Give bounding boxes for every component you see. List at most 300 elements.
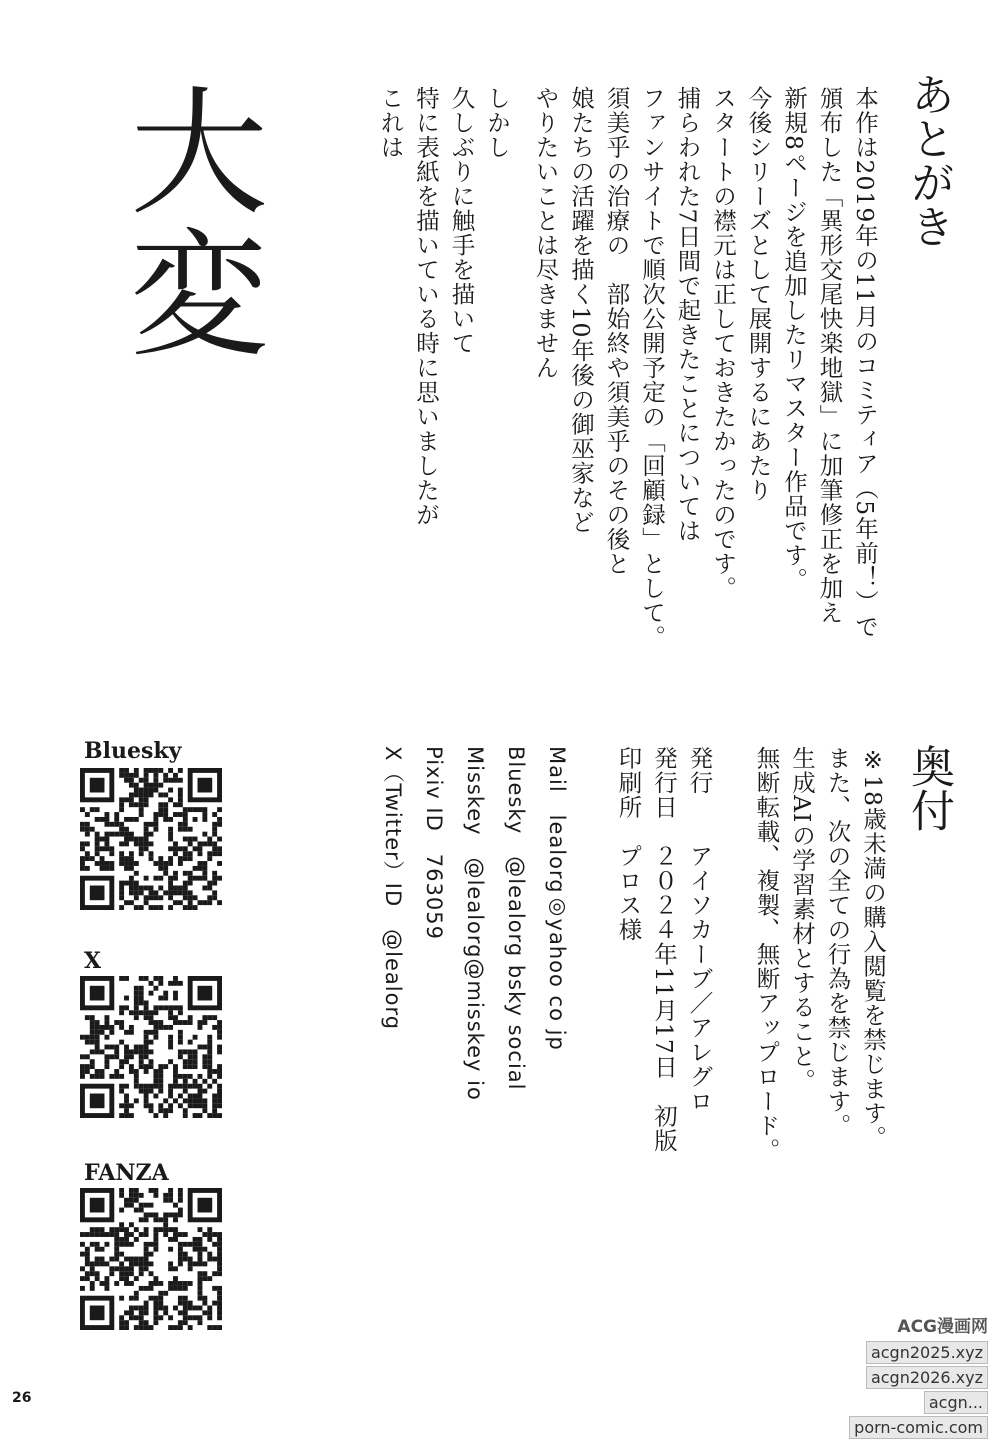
qr-module (153, 1074, 158, 1079)
dinosaur-icon (139, 1271, 144, 1276)
qr-module (124, 1237, 129, 1242)
dinosaur-icon (144, 1049, 149, 1054)
qr-module (139, 1286, 144, 1291)
qr-module (212, 871, 217, 876)
qr-module (104, 1015, 109, 1020)
qr-module (188, 881, 193, 886)
qr-module (109, 832, 114, 837)
qr-module (158, 768, 163, 773)
dinosaur-icon (144, 822, 149, 827)
qr-module (173, 851, 178, 856)
qr-module (188, 1084, 193, 1089)
qr-module (202, 866, 207, 871)
qr-module (198, 1242, 203, 1247)
qr-module (178, 827, 183, 832)
qr-module (129, 1030, 134, 1035)
qr-module (212, 1108, 217, 1113)
qr-module (183, 827, 188, 832)
qr-module (207, 1084, 212, 1089)
qr-module (129, 866, 134, 871)
qr-module (144, 1010, 149, 1015)
qr-module (207, 1064, 212, 1069)
qr-module (153, 976, 158, 981)
qr-module (207, 1310, 212, 1315)
qr-module (183, 1232, 188, 1237)
qr-module (178, 1310, 183, 1315)
qr-module (144, 802, 149, 807)
qr-module (95, 1049, 100, 1054)
qr-module (119, 1325, 124, 1330)
qr-module (198, 1281, 203, 1286)
qr-module (202, 1271, 207, 1276)
qr-module (90, 1074, 95, 1079)
qr-module (119, 1084, 124, 1089)
notice-line: 無断転載、複製、無断アップロード。 (752, 746, 781, 1163)
qr-module (134, 1074, 139, 1079)
qr-module (124, 1103, 129, 1108)
qr-module (100, 1074, 105, 1079)
qr-module (144, 1286, 149, 1291)
qr-module (104, 1054, 109, 1059)
qr-module (85, 866, 90, 871)
qr-module (193, 1094, 198, 1099)
qr-module (144, 1203, 149, 1208)
qr-module (124, 856, 129, 861)
qr-module (95, 837, 100, 842)
qr-module (163, 773, 168, 778)
qr-module (158, 812, 163, 817)
qr-module (198, 1315, 203, 1320)
qr-module (188, 1103, 193, 1108)
watermark-url[interactable]: acgn... (924, 1391, 988, 1414)
qr-module (188, 1054, 193, 1059)
qr-module (188, 851, 193, 856)
qr-module (80, 1074, 85, 1079)
qr-module (198, 866, 203, 871)
qr-module (119, 1020, 124, 1025)
qr-module (104, 837, 109, 842)
qr-module (198, 1257, 203, 1262)
qr-module (129, 1261, 134, 1266)
qr-module (95, 841, 100, 846)
dinosaur-icon (134, 1049, 139, 1054)
qr-module (139, 1320, 144, 1325)
qr-module (95, 846, 100, 851)
qr-module (168, 778, 173, 783)
qr-module (168, 886, 173, 891)
dinosaur-icon (139, 1261, 144, 1266)
qr-module (90, 1286, 95, 1291)
dinosaur-icon (139, 1059, 144, 1064)
qr-module (198, 1252, 203, 1257)
qr-module (119, 1059, 124, 1064)
qr-module (85, 1261, 90, 1266)
qr-module (119, 827, 124, 832)
qr-module (109, 822, 114, 827)
qr-module (124, 1108, 129, 1113)
qr-module (149, 1108, 154, 1113)
qr-module (100, 1025, 105, 1030)
colophon-heading: 奥付 (903, 744, 954, 832)
qr-module (217, 1306, 222, 1311)
qr-module (168, 1089, 173, 1094)
qr-module (104, 861, 109, 866)
qr-module (198, 1296, 203, 1301)
qr-module (80, 861, 85, 866)
qr-module (119, 802, 124, 807)
qr-module (193, 1306, 198, 1311)
qr-module (193, 1103, 198, 1108)
qr-module (153, 1306, 158, 1311)
qr-module (198, 1103, 203, 1108)
qr-module (217, 1271, 222, 1276)
qr-module (153, 788, 158, 793)
qr-module (104, 832, 109, 837)
qr-module (90, 1025, 95, 1030)
qr-module (90, 1015, 95, 1020)
qr-module (168, 1010, 173, 1015)
qr-module (104, 1064, 109, 1069)
qr-module (212, 812, 217, 817)
qr-module (212, 827, 217, 832)
qr-module (207, 1015, 212, 1020)
qr-module (217, 1237, 222, 1242)
qr-module (168, 1325, 173, 1330)
qr-module (183, 1020, 188, 1025)
qr-module (153, 1079, 158, 1084)
dinosaur-icon (139, 837, 144, 842)
qr-module (134, 1188, 139, 1193)
qr-module (153, 905, 158, 910)
qr-module (183, 1310, 188, 1315)
qr-module (80, 856, 85, 861)
qr-module (198, 1098, 203, 1103)
qr-module (85, 1069, 90, 1074)
qr-module (193, 817, 198, 822)
qr-module (129, 1222, 134, 1227)
qr-module (100, 1232, 105, 1237)
qr-module (80, 841, 85, 846)
qr-module (153, 768, 158, 773)
qr-module (139, 1208, 144, 1213)
watermark-url[interactable]: porn-comic.com (849, 1416, 988, 1439)
qr-module (217, 837, 222, 842)
qr-module (95, 1232, 100, 1237)
qr-module (153, 1005, 158, 1010)
qr-module (80, 1242, 85, 1247)
qr-module (80, 1252, 85, 1257)
qr-module (168, 817, 173, 822)
qr-module (168, 1035, 173, 1040)
qr-module (207, 1045, 212, 1050)
qr-module (153, 783, 158, 788)
detail-line: 発行 アイソカーブ／アレグロ (685, 746, 714, 1114)
qr-module (163, 1291, 168, 1296)
qr-module (134, 1198, 139, 1203)
qr-module (134, 1208, 139, 1213)
afterword-body (531, 86, 879, 766)
qr-module (168, 1025, 173, 1030)
qr-module (119, 856, 124, 861)
qr-module (158, 1064, 163, 1069)
qr-module (183, 871, 188, 876)
qr-module (149, 788, 154, 793)
qr-module (188, 1261, 193, 1266)
qr-module (129, 1266, 134, 1271)
qr-module (188, 1015, 193, 1020)
qr-module (144, 1306, 149, 1311)
qr-module (129, 1188, 134, 1193)
qr-module (153, 1301, 158, 1306)
qr-module (217, 1030, 222, 1035)
qr-module (207, 1276, 212, 1281)
qr-module (114, 817, 119, 822)
qr-module (173, 1217, 178, 1222)
qr-module (124, 1203, 129, 1208)
qr-module (183, 1064, 188, 1069)
qr-module (163, 1113, 168, 1118)
afterword-heading: あとがき (903, 72, 954, 248)
qr-module (202, 1059, 207, 1064)
qr-module (193, 866, 198, 871)
qr-module (217, 1252, 222, 1257)
qr-code-fanza[interactable] (80, 1188, 222, 1330)
qr-module (193, 837, 198, 842)
qr-module (207, 900, 212, 905)
qr-module (168, 1059, 173, 1064)
qr-module (168, 1286, 173, 1291)
qr-module (193, 1315, 198, 1320)
qr-module (193, 1237, 198, 1242)
qr-module (144, 788, 149, 793)
qr-module (129, 890, 134, 895)
qr-module (119, 976, 124, 981)
qr-module (100, 817, 105, 822)
qr-module (178, 1094, 183, 1099)
qr-module (129, 1203, 134, 1208)
qr-module (124, 881, 129, 886)
qr-module (212, 1025, 217, 1030)
qr-module (212, 1015, 217, 1020)
qr-module (178, 802, 183, 807)
qr-module (183, 817, 188, 822)
qr-module (129, 861, 134, 866)
qr-module (109, 851, 114, 856)
qr-module (193, 1261, 198, 1266)
qr-module (144, 768, 149, 773)
qr-module (85, 1247, 90, 1252)
qr-module (198, 807, 203, 812)
qr-module (168, 1045, 173, 1050)
qr-module (149, 886, 154, 891)
qr-module (217, 807, 222, 812)
watermark[interactable] (818, 1312, 988, 1437)
qr-module (193, 1059, 198, 1064)
qr-module (104, 1059, 109, 1064)
qr-module (124, 1030, 129, 1035)
qr-module (212, 822, 217, 827)
qr-module (178, 900, 183, 905)
qr-module (129, 1271, 134, 1276)
qr-module (144, 1103, 149, 1108)
qr-module (119, 1242, 124, 1247)
qr-module (168, 881, 173, 886)
qr-module (198, 851, 203, 856)
qr-module (217, 1094, 222, 1099)
qr-module (202, 1296, 207, 1301)
qr-module (85, 1276, 90, 1281)
afterword-line: 娘たちの活躍を描く10年後の御巫家など (567, 86, 595, 535)
watermark-url[interactable]: acgn2026.xyz (866, 1366, 988, 1389)
qr-module (183, 905, 188, 910)
watermark-url[interactable]: acgn2025.xyz (866, 1341, 988, 1364)
qr-module (183, 856, 188, 861)
qr-module (95, 1020, 100, 1025)
qr-module (134, 1000, 139, 1005)
qr-module (134, 1084, 139, 1089)
qr-module (212, 876, 217, 881)
qr-module (109, 1045, 114, 1050)
qr-module (129, 1103, 134, 1108)
dinosaur-icon (144, 1035, 149, 1040)
qr-module (129, 832, 134, 837)
qr-module (153, 861, 158, 866)
dinosaur-icon (144, 1054, 149, 1059)
qr-module (80, 1069, 85, 1074)
qr-module (119, 1208, 124, 1213)
qr-module (217, 1325, 222, 1330)
qr-module (168, 1103, 173, 1108)
qr-module (119, 822, 124, 827)
qr-module (173, 1005, 178, 1010)
qr-module (129, 1232, 134, 1237)
qr-module (124, 1242, 129, 1247)
qr-module (80, 1035, 85, 1040)
qr-module (188, 1266, 193, 1271)
qr-module (109, 1030, 114, 1035)
qr-module (139, 1325, 144, 1330)
qr-module (134, 1010, 139, 1015)
qr-module (90, 856, 95, 861)
qr-module (193, 1247, 198, 1252)
qr-module (119, 1237, 124, 1242)
qr-module (178, 1074, 183, 1079)
qr-module (134, 1237, 139, 1242)
qr-module (198, 1045, 203, 1050)
qr-module (202, 1232, 207, 1237)
qr-module (139, 812, 144, 817)
qr-module (85, 822, 90, 827)
qr-module (153, 1237, 158, 1242)
qr-module (95, 1247, 100, 1252)
qr-module (153, 890, 158, 895)
qr-module (109, 1257, 114, 1262)
qr-module (114, 1232, 119, 1237)
qr-module (207, 1059, 212, 1064)
qr-module (144, 1232, 149, 1237)
qr-module (198, 846, 203, 851)
qr-module (90, 1064, 95, 1069)
qr-module (139, 1064, 144, 1069)
qr-module (163, 1005, 168, 1010)
qr-module (158, 1227, 163, 1232)
qr-module (149, 905, 154, 910)
qr-module (114, 822, 119, 827)
dinosaur-icon (149, 851, 154, 856)
qr-code-x[interactable] (80, 976, 222, 1118)
dinosaur-icon (139, 1266, 144, 1271)
qr-module (173, 991, 178, 996)
dinosaur-icon (134, 1045, 139, 1050)
qr-module (149, 1212, 154, 1217)
qr-module (114, 1266, 119, 1271)
qr-module (134, 886, 139, 891)
qr-module (188, 1020, 193, 1025)
qr-module (178, 1296, 183, 1301)
qr-code-bluesky[interactable] (80, 768, 222, 910)
qr-module (149, 1286, 154, 1291)
qr-module (119, 1296, 124, 1301)
qr-module (80, 1276, 85, 1281)
qr-module (178, 1261, 183, 1266)
qr-module (173, 886, 178, 891)
qr-module (129, 1064, 134, 1069)
dinosaur-icon (139, 841, 144, 846)
qr-module (188, 837, 193, 842)
qr-module (158, 1306, 163, 1311)
qr-module (178, 1247, 183, 1252)
qr-module (104, 841, 109, 846)
qr-module (153, 1010, 158, 1015)
qr-module (173, 1286, 178, 1291)
qr-module (202, 871, 207, 876)
qr-module (202, 807, 207, 812)
qr-module (173, 812, 178, 817)
qr-module (139, 802, 144, 807)
qr-module (183, 822, 188, 827)
qr-module (119, 895, 124, 900)
qr-module (95, 1025, 100, 1030)
qr-module (173, 996, 178, 1001)
qr-module (100, 1030, 105, 1035)
qr-module (134, 1325, 139, 1330)
afterword-line: やりたいことは尽きません (531, 86, 560, 380)
qr-module (202, 832, 207, 837)
qr-module (153, 1188, 158, 1193)
qr-module (139, 1217, 144, 1222)
qr-module (198, 1291, 203, 1296)
qr-module (124, 1232, 129, 1237)
qr-module (134, 861, 139, 866)
qr-module (168, 827, 173, 832)
qr-module (134, 1276, 139, 1281)
qr-module (109, 1074, 114, 1079)
qr-module (129, 1198, 134, 1203)
qr-module (183, 807, 188, 812)
qr-module (183, 1252, 188, 1257)
qr-module (129, 783, 134, 788)
qr-module (95, 1040, 100, 1045)
qr-module (129, 1257, 134, 1262)
qr-module (100, 1281, 105, 1286)
qr-module (173, 1281, 178, 1286)
qr-module (100, 1261, 105, 1266)
qr-module (163, 861, 168, 866)
qr-module (173, 871, 178, 876)
qr-module (173, 1232, 178, 1237)
qr-module (217, 1291, 222, 1296)
qr-module (134, 802, 139, 807)
